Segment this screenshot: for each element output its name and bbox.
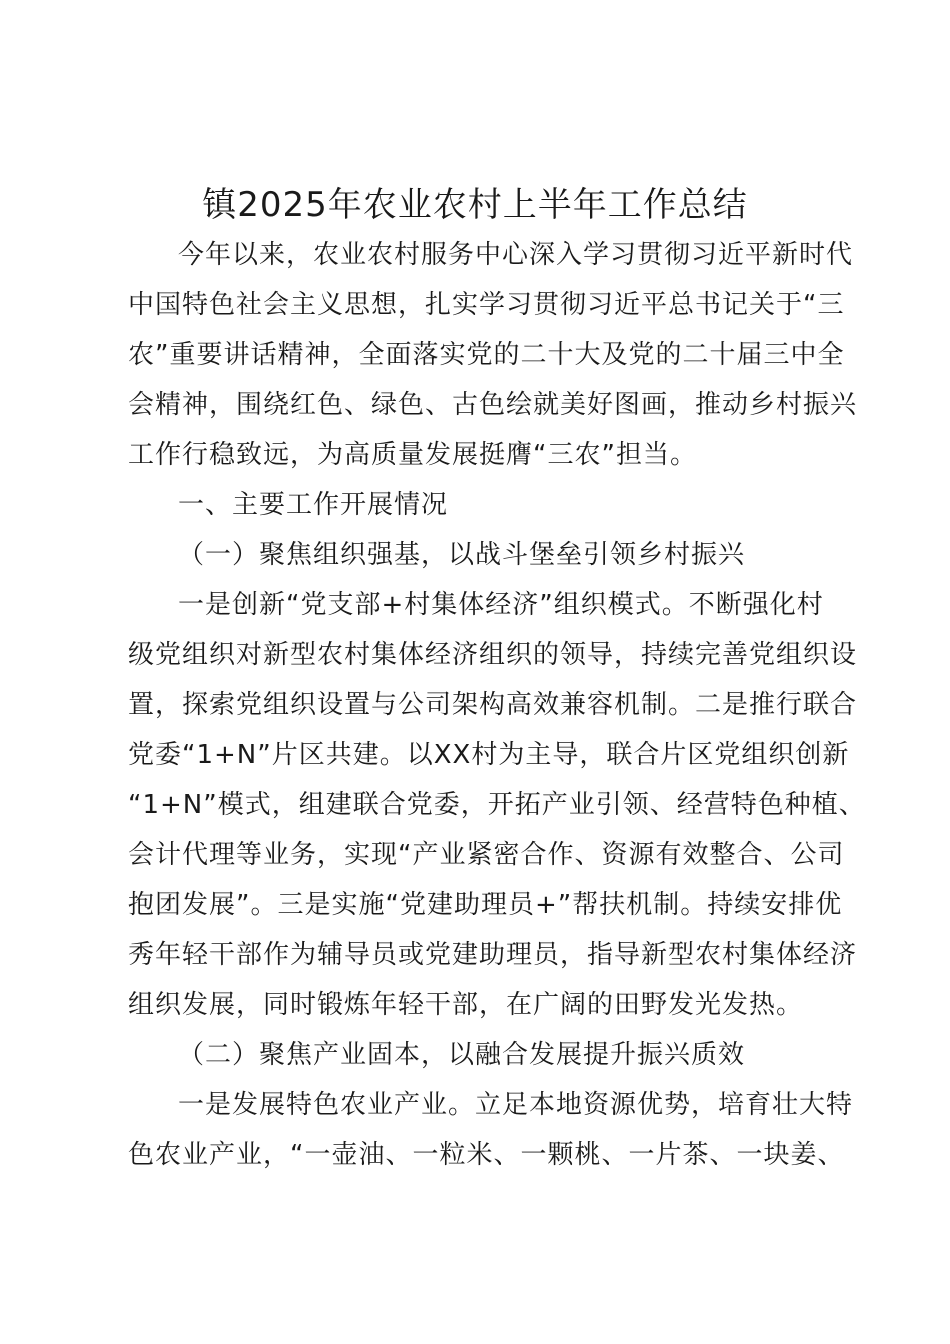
document-title: 镇2025年农业农村上半年工作总结 <box>202 185 748 225</box>
subsection-heading: （二）聚焦产业固本，以融合发展提升振兴质效 <box>178 1040 746 1070</box>
paragraph-line: 秀年轻干部作为辅导员或党建助理员，指导新型农村集体经济 <box>128 940 858 970</box>
paragraph-line: 色农业产业，“一壶油、一粒米、一颗桃、一片茶、一块姜、 <box>128 1140 845 1170</box>
subsection-heading: （一）聚焦组织强基，以战斗堡垒引领乡村振兴 <box>178 540 746 570</box>
paragraph-line: 农”重要讲话精神，全面落实党的二十大及党的二十届三中全 <box>128 340 845 370</box>
paragraph-line: 抱团发展”。三是实施“党建助理员+”帮扶机制。持续安排优 <box>128 890 843 920</box>
paragraph-line: 置，探索党组织设置与公司架构高效兼容机制。二是推行联合 <box>128 690 858 720</box>
section-heading: 一、主要工作开展情况 <box>178 490 449 520</box>
paragraph-line: 今年以来，农业农村服务中心深入学习贯彻习近平新时代 <box>178 240 854 270</box>
paragraph-line: 一是创新“党支部+村集体经济”组织模式。不断强化村 <box>178 590 824 620</box>
paragraph-line: 一是发展特色农业产业。立足本地资源优势，培育壮大特 <box>178 1090 854 1120</box>
paragraph-line: 级党组织对新型农村集体经济组织的领导，持续完善党组织设 <box>128 640 858 670</box>
paragraph-line: 会精神，围绕红色、绿色、古色绘就美好图画，推动乡村振兴 <box>128 390 858 420</box>
paragraph-line: 中国特色社会主义思想，扎实学习贯彻习近平总书记关于“三 <box>128 290 845 320</box>
paragraph-line: “1+N”模式，组建联合党委，开拓产业引领、经营特色种植、 <box>128 790 866 820</box>
paragraph-line: 工作行稳致远，为高质量发展挺膺“三农”担当。 <box>128 440 697 470</box>
paragraph-line: 组织发展，同时锻炼年轻干部，在广阔的田野发光发热。 <box>128 990 804 1020</box>
paragraph-line: 会计代理等业务，实现“产业紧密合作、资源有效整合、公司 <box>128 840 845 870</box>
paragraph-line: 党委“1+N”片区共建。以XX村为主导，联合片区党组织创新 <box>128 740 850 770</box>
